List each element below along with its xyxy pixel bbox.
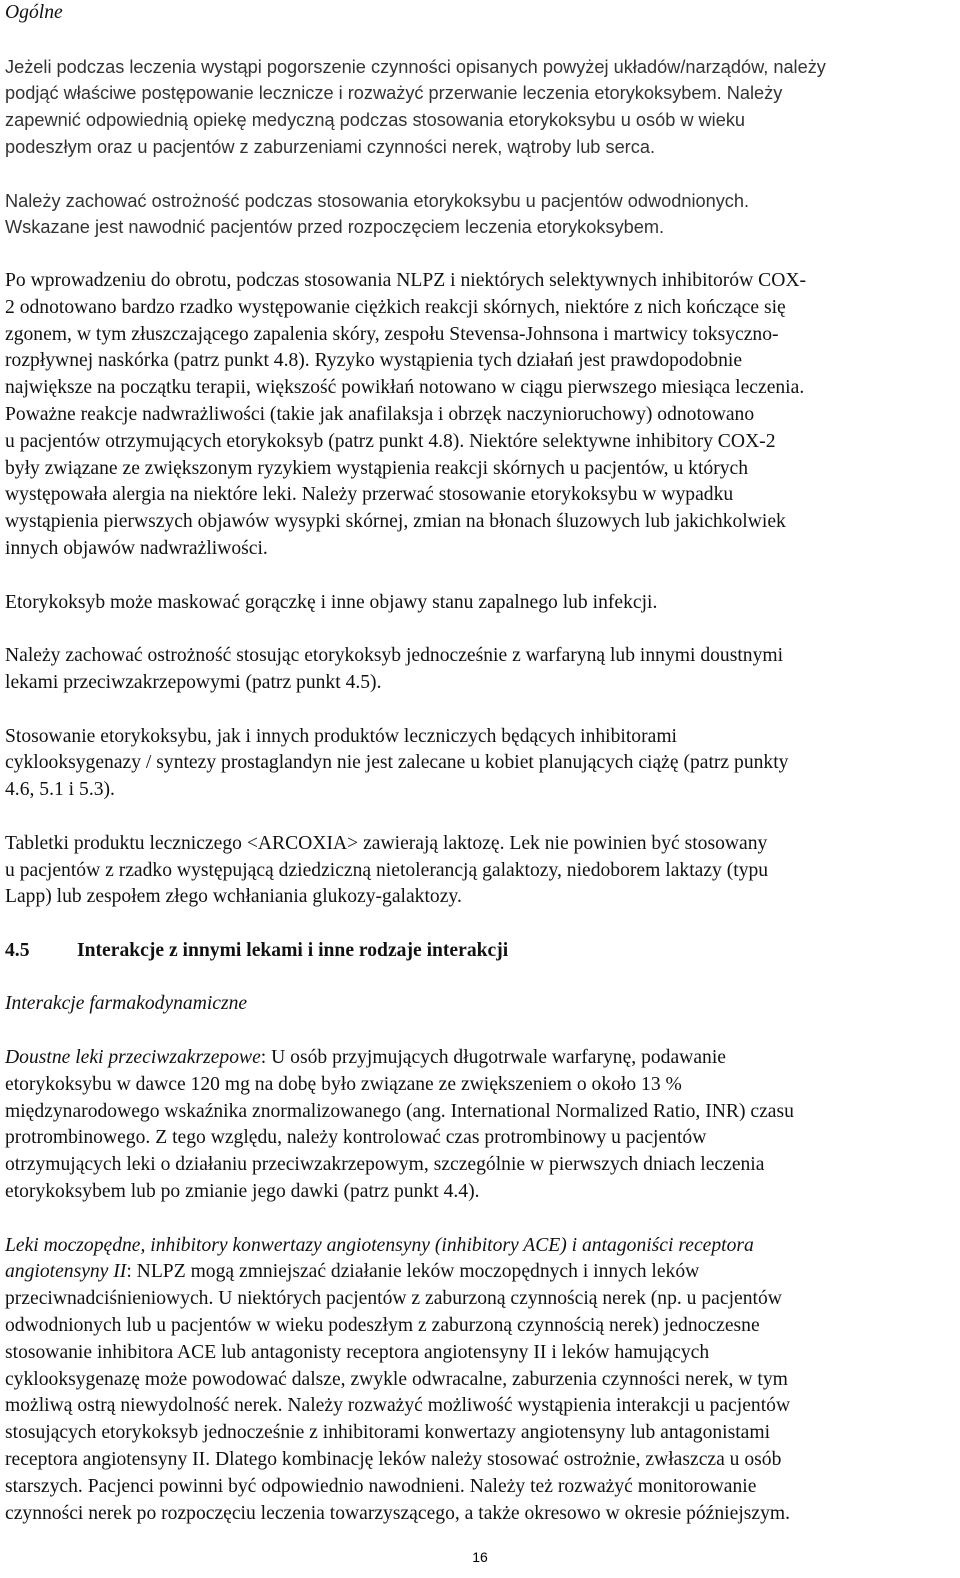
paragraph-general: Jeżeli podczas leczenia wystąpi pogorszenie czynności opisanych powyżej układów/narządów, należy podjąć właściwe postępowanie lecznicze i rozważyć przerwanie leczenia etorykoksybem. Należy zapewnić odpowiednią opiekę medyczną podczas stosowania etorykoksybu u osób w wieku podeszłym oraz u pacjentów z zaburzeniami czynności nerek, wątroby lub serca. — [5, 56, 826, 157]
paragraph-diuretics-ace — [5, 1233, 955, 1528]
anticoagulants-lead: Doustne leki przeciwzakrzepowe — [5, 1047, 261, 1069]
page-number: 16 — [472, 1549, 488, 1565]
subheading-pharmacodynamic: Interakcje farmakodynamiczne — [5, 993, 248, 1015]
paragraph-dehydration: Należy zachować ostrożność podczas stosowania etorykoksybu u pacjentów odwodnionych. Wskazane jest nawodnić pacjentów przed rozpoczęciem leczenia etorykoksybem. — [5, 190, 750, 238]
diuretics-ace-body: : NLPZ mogą zmniejszać działanie leków moczopędnych i innych leków przeciwnadciśnieniowych. U niektórych pacjentów z zaburzoną czynnością nerek (np. u pacjentów odwodnionych lub u pacjentów w wieku podeszłym z zaburzoną czynnością nerek) jednoczesne stosowanie inhibitora ACE lub antagonisty receptora angiotensyny II i leków hamujących cyklooksygenazę może powodować dalsze, zwykle odwracalne, zaburzenia czynności nerek, w tym możliwą ostrą niewydolność nerek. Należy rozważyć możliwość wystąpienia interakcji u pacjentów stosujących etorykoksyb jednocześnie z inhibitorami konwertazy angiotensyny lub antagonistami receptora angiotensyny II. Dlatego kombinację leków należy stosować ostrożnie, zwłaszcza u osób starszych. Pacjenci powinni być odpowiednio nawodnieni. Należy też rozważyć monitorowanie czynności nerek po rozpoczęciu leczenia towarzyszącego, a także okresowo w okresie późniejszym. — [5, 1261, 791, 1524]
paragraph-warfarin-caution: Należy zachować ostrożność stosując etorykoksyb jednocześnie z warfaryną lub innymi doustnymi lekami przeciwzakrzepowymi (patrz punkt 4.5). — [5, 645, 784, 693]
paragraph-lactose: Tabletki produktu leczniczego <ARCOXIA> zawierają laktozę. Lek nie powinien być stosowany u pacjentów z rzadko występującą dziedziczną nietolerancją galaktozy, niedoborem laktazy (typu Lapp) lub zespołem złego wchłaniania glukozy-galaktozy. — [5, 832, 769, 908]
document-page — [5, 0, 955, 1527]
general-heading: Ogólne — [5, 2, 63, 23]
paragraph-pregnancy-planning: Stosowanie etorykoksybu, jak i innych produktów leczniczych będących inhibitorami cyklooksygenazy / syntezy prostaglandyn nie jest zalecane u kobiet planujących ciążę (patrz punkty 4.6, 5.1 i 5.3). — [5, 725, 789, 801]
diuretics-ace-lead: Leki moczopędne, inhibitory konwertazy angiotensyny (inhibitory ACE) i antagoniści receptora angiotensyny II — [5, 1234, 754, 1283]
paragraph-anticoagulants — [5, 1045, 955, 1206]
section-title: Interakcje z innymi lekami i inne rodzaje interakcji — [77, 939, 509, 961]
anticoagulants-body: : U osób przyjmujących długotrwale warfarynę, podawanie etorykoksybu w dawce 120 mg na dobę było związane ze zwiększeniem o około 13 % międzynarodowego wskaźnika znormalizowanego (ang. International Normalized Ratio, INR) czasu protrombinowego. Z tego względu, należy kontrolować czas protrombinowy u pacjentów otrzymujących leki o działaniu przeciwzakrzepowym, szczególnie w pierwszych dniach leczenia etorykoksybem lub po zmianie jego dawki (patrz punkt 4.4). — [5, 1047, 794, 1203]
section-number: 4.5 — [5, 939, 30, 961]
section-heading-4-5 — [5, 938, 955, 965]
paragraph-skin-reactions: Po wprowadzeniu do obrotu, podczas stosowania NLPZ i niektórych selektywnych inhibitorów COX- 2 odnotowano bardzo rzadko występowanie ciężkich reakcji skórnych, niektóre z nich kończące się zgonem, w tym złuszczającego zapalenia skóry, zespołu Stevensa-Johnsona i martwicy toksyczno- rozpływnej naskórka (patrz punkt 4.8). Ryzyko wystąpienia tych działań jest prawdopodobnie największe na początku terapii, większość powikłań notowano w ciągu pierwszego miesiąca leczenia. Poważne reakcje nadwrażliwości (takie jak anafilaksja i obrzęk naczynioruchowy) odnotowano u pacjentów otrzymujących etorykoksyb (patrz punkt 4.8). Niektóre selektywne inhibitory COX-2 były związane ze zwiększonym ryzykiem wystąpienia reakcji skórnych u pacjentów, u których występowała alergia na niektóre leki. Należy przerwać stosowanie etorykoksybu w wypadku wystąpienia pierwszych objawów wysypki skórnej, zmian na błonach śluzowych lub jakichkolwiek innych objawów nadwrażliwości. — [5, 269, 807, 559]
paragraph-fever-masking: Etorykoksyb może maskować gorączkę i inne objawy stanu zapalnego lub infekcji. — [5, 591, 658, 613]
